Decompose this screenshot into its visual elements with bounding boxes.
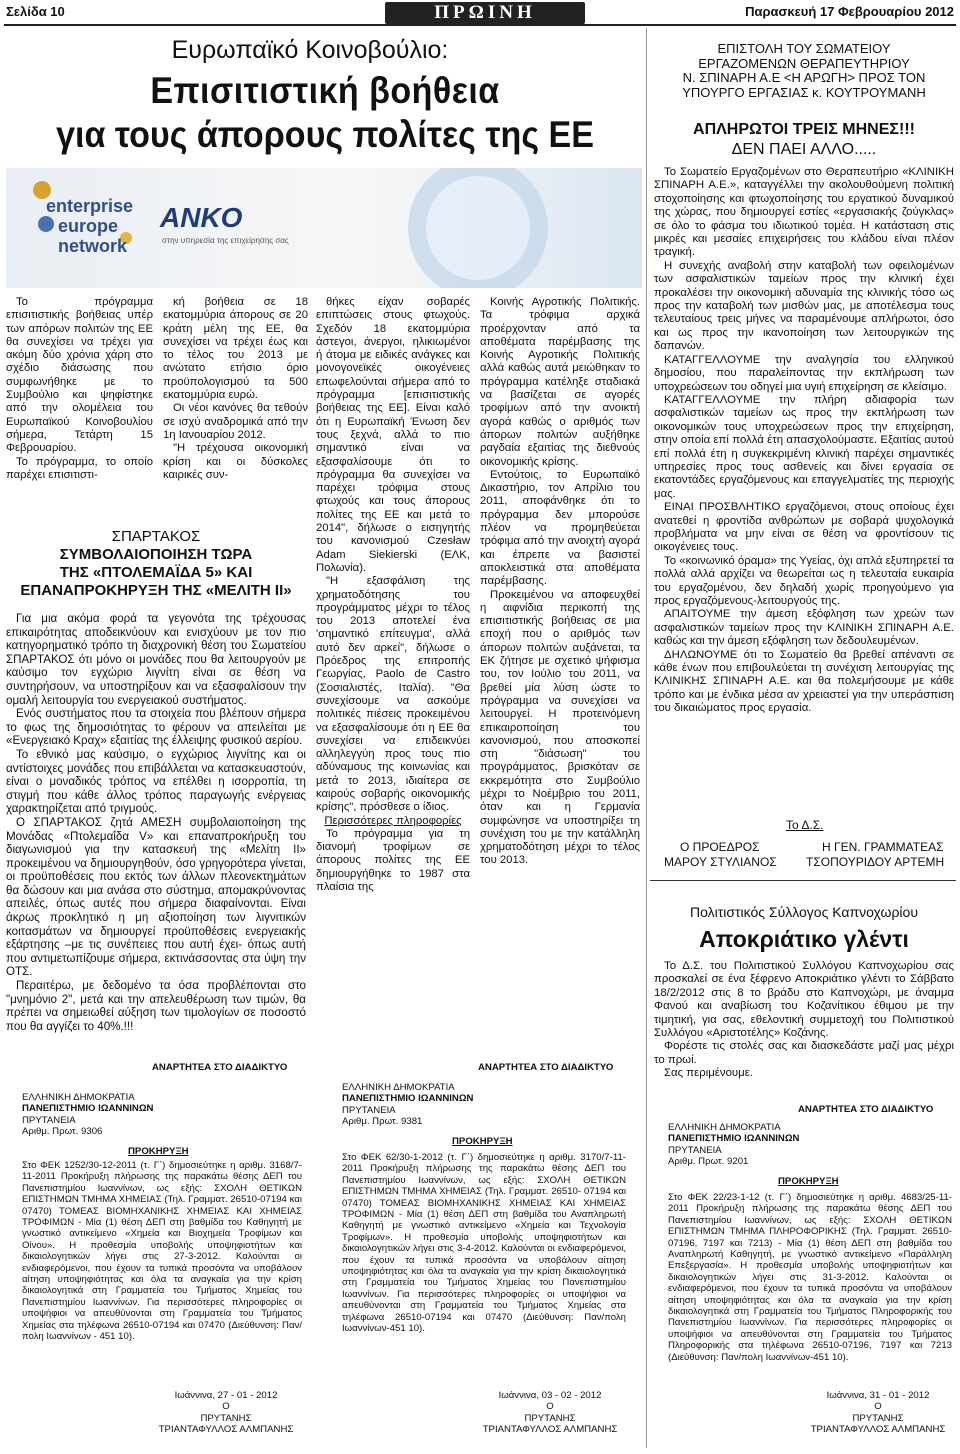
paragraph: ΕΙΝΑΙ ΠΡΟΣΒΛΗΤΙΚΟ εργαζόμενοι, στους οποίους έχει ανατεθεί η φροντίδα ανθρώπων με σοβαρά ψυχολογικά προβλήματα να μην είναι σε θέση να φροντίσουν τις οικογένειες τους. (654, 501, 954, 554)
carnival-body (654, 960, 954, 1081)
paragraph: Το Δ.Σ. του Πολιτιστικού Συλλόγου Καπνοχωρίου σας προσκαλεί σε ένα ξέφρενο Αποκριάτικο γλέντι το Σάββατο 18/2/2012 στις 8 το βράδυ στο Καπνοχώρι, με άναμμα Φανού και αναβίωση του Κοζανίτικου έθιμου με την τιμητική, για σας, εθελοντική συμμετοχή του Πολιτιστικού Συλλόγου «Αριστοτέλης» Κοζάνης. (654, 960, 954, 1040)
paragraph: Η συνεχής αναβολή στην καταβολή των οφειλομένων των ασφαλιστικών ταμείων προς την κλινική έχει προκαλέσει την οικονομική αδυναμία της κλινικής τόσο ως προς την καταβολή των μισθών μας, με αποτέλεσμα τους τελευταίους τρεις μήνες να παραμένουμε απλήρωτοι, όσο και ως προς την ικανοποίηση των λειτουργικών της δαπανών. (654, 259, 954, 353)
paragraph: Εντούτοις, το Ευρωπαϊκό Δικαστήριο, τον Απρίλιο του 2011, αποφάνθηκε ότι το πρόγραμμα δεν μπορούσε πλέον να προμηθεύεται τρόφιμα από την ανοιχτή αγορά και έπρεπε να βασιστεί αποκλειστικά στα αποθέματα παρέμβασης. (480, 468, 640, 588)
paragraph: Ο ΣΠΑΡΤΑΚΟΣ ζητά ΑΜΕΣΗ συμβολαιοποίηση της Μονάδας «Πτολεμαΐδα V» και επαναπροκήρυξη του διαγωνισμού για την κατασκευή της «Μελίτη ΙΙ» προκειμένου να δημιουργηθούν, όσο γρηγορότερα γίνεται, οι προϋποθέσεις που εκτός των άλλων πλεονεκτημάτων θα δώσουν και μια ανάσα στο σύστημα, απομακρύνοντας απειλές, όπως αυτές που σήμερα διαφαίνονται. Είναι άκρως προκλητικό η μη αξιοποίηση των λιγνιτικών κοιτασμάτων να δημιουργεί προϋποθέσεις ενεργειακής εξάρτησης –με τις συνέπειες που αυτή έχει- όπως αυτή που αντιμετωπίζουμε σήμερα, εκτινάσσοντας στα ύψη την ΟΤΣ. (6, 815, 306, 979)
paragraph: Περαιτέρω, με δεδομένο τα όσα προβλέπονται στο "μνημόνιο 2", μετά και την απελευθέρωση των τιμών, θα πρέπει να σημειωθεί αύξηση των τιμολογίων σε ποσοστό που θα αγγίζει το 40%.!!! (6, 979, 306, 1033)
masthead-logo: ΠΡΩΙΝΗ (385, 2, 585, 24)
notice3-header (668, 1122, 818, 1168)
university-name: ΠΑΝΕΠΙΣΤΗΜΙΟ ΙΩΑΝΝΙΝΩΝ (342, 1093, 474, 1105)
notice2-body (342, 1152, 626, 1335)
signature-name: ΤΡΙΑΝΤΑΦΥΛΛΟΣ ΑΛΜΠΑΝΗΣ (482, 1424, 618, 1436)
article-title-line1: Επισιτιστική βοήθεια (150, 70, 500, 111)
paragraph: Το πρόγραμμα για τη διανομή τροφίμων σε άπορους πολίτες της ΕΕ δημιουργήθηκε το 1987 στα πλαίσια της (316, 827, 470, 894)
notice2-tag: ΑΝΑΡΤΗΤΕΑ ΣΤΟ ΔΙΑΔΙΚΤΥΟ (478, 1062, 614, 1073)
letter-head-line: ΕΠΙΣΤΟΛΗ ΤΟΥ ΣΩΜΑΤΕΙΟΥ (717, 41, 891, 56)
signature-date: Ιωάννινα, 31 - 01 - 2012 (826, 1390, 930, 1401)
reference-number: Αριθμ. Πρωτ. 9201 (668, 1156, 749, 1168)
notice1-heading: ΠΡΟΚΗΡΥΞΗ (128, 1146, 189, 1157)
president-name: ΜΑΡΟΥ ΣΤΥΛΙΑΝΟΣ (664, 855, 777, 869)
paragraph: ΚΑΤΑΓΓΕΛΛΟΥΜΕ την πλήρη αδιαφορία των ασφαλιστικών ταμείων ως προς την εκπλήρωση των οικονομικών τους υποχρεώσεων προς την επιχείρηση, στην οποία επί πολλά έτη απασχολούμαστε. Εξαιτίας αυτού επί πολλά έτη η συγκεκριμένη κλινική παρέχει σημαντικές υπηρεσίες προς τους ασθενείς και δίνει εργασία σε εκατοντάδες εργαζόμενους και επαγγελματίες της περιοχής μας. (654, 393, 954, 500)
paragraph: ΔΗΛΩΝΟΥΜΕ ότι το Σωματείο θα βρεθεί απέναντι σε κάθε ένων που επιβουλεύεται τη συνέχιση λειτουργίας της ΚΛΙΝΙΚΗΣ ΣΠΙΝΑΡΗ Α.Ε. και θα πολεμήσουμε με κάθε τρόπο και με ένδικα μέσα αν χρειαστεί για την υπεράσπιση του δικαιώματος προς εργασία. (654, 648, 954, 715)
paragraph: Το Σωματείο Εργαζομένων στο Θεραπευτήριο «ΚΛΙΝΙΚΗ ΣΠΙΝΑΡΗ Α.Ε.», καταγγέλλει την ακολουθούμενη πολιτική στοχοποίησης και φτωχοποίησης του εργατικού δυναμικού της χώρας, που δημιουργεί εστίες «εργασιακής ζούγκλας» σε όλο το φάσμα του ιδιωτικού τομέα. Η κατάσταση στις μικρές και μεσαίες επιχειρήσεις του κλάδου είναι πλέον τραγική. (654, 166, 954, 259)
notice3-tag: ΑΝΑΡΤΗΤΕΑ ΣΤΟ ΔΙΑΔΙΚΤΥΟ (798, 1104, 934, 1115)
notice1-body (22, 1160, 302, 1343)
reference-number: Αριθμ. Πρωτ. 9381 (342, 1116, 423, 1128)
paragraph: Προκειμένου να αποφευχθεί η αιφνίδια περικοπή της επισιτιστικής βοήθειας σε μια εποχή που ο αριθμός των άπορων πολιτών αυξάνεται, τα ΕΚ ζήτησε με σχετικό ψήφισμα του, τον Ιούλιο του 2011, να βρεθεί μία λύση ώστε το πρόγραμμα να συνεχίσει να λειτουργεί. Η προτεινόμενη επικαιροποίηση του κανονισμού, που αποσκοπεί στη "διάσωση" του προγράμματος, βρισκόταν σε εκκρεμότητα στο Συμβούλιο μέχρι το Νοέμβριο του 2011, όταν και η Γερμανία συμφώνησε να υποστηρίξει τη συνέχιση του με την κατάλληλη χρηματοδότηση μέχρι το τέλος του 2013. (480, 588, 640, 867)
paragraph: Το εθνικό μας καύσιμο, ο εγχώριος λιγνίτης και οι αντίστοιχες μονάδες που επιβάλλεται να κατασκευαστούν, είναι ο μοναδικός τρόπος να επέλθει η ισορροπία, τη στιγμή που κάθε άλλος τρόπος παραγωγής ενέργειας χαρακτηρίζεται από τριγμούς. (6, 747, 306, 816)
letter-title-line: ΑΠΛΗΡΩΤΟΙ ΤΡΕΙΣ ΜΗΝΕΣ!!! (693, 121, 915, 138)
paragraph: Για μια ακόμα φορά τα γεγονότα της τρέχουσας επικαιρότητας αποδεικνύουν και ενισχύουν με τον πιο κατηγορηματικό τρόπο τη διαχρονική θέση του Σωματείου ΣΠΑΡΤΑΚΟΣ ότι μόνο οι μονάδες που θα λειτουργούν με καύσιμο τον εγχώριο λιγνίτη είναι σε θέση να συντηρήσουν, να υποστηρίξουν και να εξασφαλίσουν την ομαλή λειτουργία του ενεργειακού συστήματος. (6, 612, 306, 707)
header-rule (4, 24, 956, 26)
signature-title: ΠΡΥΤΑΝΗΣ (852, 1412, 904, 1424)
paragraph: Το πρόγραμμα επισιτιστικής βοήθειας υπέρ των απόρων πολιτών της ΕΕ θα συνεχίσει να τρέχει για ακόμη δύο χρόνια χάρη στο σχέδιο διάσωσης που συμφωνήθηκε με το Συμβούλιο και ψηφίστηκε από την ολομέλεια του Ευρωπαϊκού Κοινοβουλίου σήμερα, Τετάρτη 15 Φεβρουαρίου. (6, 296, 153, 455)
letter-header (654, 42, 954, 100)
notice-text: Στο ΦΕΚ 1252/30-12-2011 (τ. Γ΄) δημοσιεύτηκε η αριθμ. 3168/7-11-2011 Προκήρυξη πλήρωσης της παρακάτω θέσης ΔΕΠ του Πανεπιστημίου Ιωαννίνων, ως εξής: ΣΧΟΛΗ ΘΕΤΙΚΩΝ ΕΠΙΣΤΗΜΩΝ ΤΜΗΜΑ ΧΗΜΕΙΑΣ (Τηλ. Γραμματ. 26510-07194 και 07470) ΤΟΜΕΑΣ ΒΙΟΜΗΧΑΝΙΚΗΣ ΧΗΜΕΙΑΣ ΚΑΙ ΧΗΜΕΙΑΣ ΤΡΟΦΙΜΩΝ - Μία (1) θέση ΔΕΠ στη βαθμίδα του Καθηγητή με γνωστικό αντικείμενο «Χημεία και Βιοχημεία Τροφίμων και Οίνου». Η προθεσμία υποβολής υποψηφιοτήτων και δικαιολογητικών λήγει στις 27-3-2012. Καλούνται οι ενδιαφερόμενοι, που έχουν τα τυπικά προσόντα να υποβάλουν αίτηση υποψηφιότητας και όλα τα αναγκαία για την κρίση δικαιολογητικά στη Γραμματεία του Τμήματος Χημείας του Πανεπιστημίου Ιωαννίνων. Για περισσότερες πληροφορίες οι υποψήφιοι να απευθύνονται στη Γραμματεία του Τμήματος Χημείας στα τηλέφωνα 26510-07194 και 07470 (Διεύθυνση: Παν/πολη Ιωαννίνων - 451 10). (22, 1160, 302, 1343)
letter-head-line: ΥΠΟΥΡΓΟ ΕΡΓΑΣΙΑΣ κ. ΚΟΥΤΡΟΥΜΑΝΗ (682, 84, 926, 100)
notice2-header (342, 1082, 492, 1128)
paragraph: "Η τρέχουσα οικονομική κρίση και οι δύσκολες καιρικές συν- (163, 442, 308, 481)
subhead: Περισσότερες πληροφορίες (324, 814, 462, 827)
spartakos-body (6, 612, 306, 1033)
letter-title (654, 120, 954, 160)
anko-logo: ANKO (160, 202, 243, 233)
president-title: Ο ΠΡΟΕΔΡΟΣ (680, 840, 760, 854)
university-name: ΠΑΝΕΠΙΣΤΗΜΙΟ ΙΩΑΝΝΙΝΩΝ (668, 1133, 800, 1145)
signature-date: Ιωάννινα, 03 - 02 - 2012 (498, 1390, 602, 1401)
spartakos-title-3: ΕΠΑΝΑΠΡΟΚΗΡΥΞΗ ΤΗΣ «ΜΕΛΙΤΗ ΙΙ» (20, 582, 292, 599)
signature-title: ΠΡΥΤΑΝΗΣ (524, 1412, 576, 1424)
article-column-4 (480, 296, 640, 868)
org-dept: ΠΡΥΤΑΝΕΙΑ (668, 1144, 722, 1156)
anko-caption: στην υπηρεσία της επιχείρησης σας (162, 236, 289, 245)
org-name: ΕΛΛΗΝΙΚΗ ΔΗΜΟΚΡΑΤΙΑ (342, 1082, 455, 1093)
paragraph: θήκες είχαν σοβαρές επιπτώσεις στους φτωχούς. Σχεδόν 18 εκατομμύρια άστεγοι, άνεργοι, ηλικιωμένοι ή άτομα με ειδικές ανάγκες και μονογονεϊκές οικογένειες επωφελούνται σήμερα από το πρόγραμμα [επισιτιστικής βοήθειας της ΕΕ]. Είναι καλό ότι η Ευρωπαϊκή Ένωση δεν τους ξεχνά, αλλά το πιο σημαντικό είναι να εξασφαλίσουμε ότι το πρόγραμμα θα συνεχίσει να παρέχει τρόφιμα στους φτωχούς και τους άπορους πολίτες της ΕΕ και μετά το 2014", δήλωσε ο εισηγητής του κανονισμού Czesław Adam Siekierski (ΕΛΚ, Πολωνία). (316, 296, 470, 574)
article-title-line2: για τους άπορους πολίτες της ΕΕ (56, 114, 594, 155)
spartakos-title-2: ΤΗΣ «ΠΤΟΛΕΜΑΪΔΑ 5» ΚΑΙ (59, 564, 253, 581)
reference-number: Αριθμ. Πρωτ. 9306 (22, 1126, 103, 1138)
paragraph: ΚΑΤΑΓΓΕΛΛΟΥΜΕ την αναλγησία του ελληνικού δημοσίου, που παραλείποντας την εκπλήρωση των υποχρεώσεων του οδηγεί μια υγιή επιχείρηση σε κλείσιμο. (654, 353, 954, 393)
article-column-2 (163, 296, 308, 482)
letter-head-line: Ν. ΣΠΙΝΑΡΗ Α.Ε <Η ΑΡΩΓΗ> ΠΡΟΣ ΤΟΝ (682, 70, 926, 85)
logo-text-enterprise: enterprise (46, 196, 134, 216)
notice-text: Στο ΦΕΚ 22/23-1-12 (τ. Γ΄) δημοσιεύτηκε η αριθμ. 4683/25-11-2011 Προκήρυξη πλήρωσης της παρακάτω θέσης ΔΕΠ του Πανεπιστημίου Ιωαννίνων, ως εξής: ΣΧΟΛΗ ΘΕΤΙΚΩΝ ΕΠΙΣΤΗΜΩΝ ΤΜΗΜΑ ΠΛΗΡΟΦΟΡΙΚΗΣ (Τηλ. Γραμματ. 26510-07196, 7197 και 7213) - Μία (1) θέση ΔΕΠ στη βαθμίδα του Αναπληρωτή Καθηγητή, με γνωστικό αντικείμενο «Παράλληλη Επεξεργασία». Η προθεσμία υποβολής υποψηφιοτήτων και δικαιολογητικών λήγει στις 31-3-2012. Καλούνται οι ενδιαφερόμενοι, που έχουν τα τυπικά προσόντα να υποβάλουν αίτηση υποψηφιότητας και όλα τα αναγκαία για την κρίση δικαιολογητικά στη Γραμματεία του Τμήματος Πληροφορικής του Πανεπιστημίου Ιωαννίνων. Για περισσότερες πληροφορίες οι υποψήφιοι να απευθύνονται στη Γραμματεία του Τμήματος Πληροφορικής στα τηλέφωνα 26510-07196, 7197 και 7213 (Διεύθυνση: Παν/πολη Ιωαννίνων-451 10). (668, 1192, 952, 1363)
carnival-title: Αποκριάτικο γλέντι (699, 926, 909, 952)
enterprise-europe-network-image (6, 168, 642, 288)
org-name: ΕΛΛΗΝΙΚΗ ΔΗΜΟΚΡΑΤΙΑ (668, 1122, 781, 1133)
paragraph: κή βοήθεια σε 18 εκατομμύρια άπορους σε 20 κράτη μέλη της ΕΕ, θα συνεχίσει να τρέχει έως και το τέλος του 2013 με ανώτατο ετήσιο όριο προϋπολογισμού τα 500 εκατομμύρια ευρώ. (163, 296, 308, 402)
paragraph: Κοινής Αγροτικής Πολιτικής. Τα τρόφιμα αρχικά προέρχονταν από τα αποθέματα παρέμβασης της Κοινής Αγροτικής Πολιτικής αλλά καθώς αυτά μειώθηκαν το πρόγραμμα κατέληξε σταδιακά να βασίζεται σε αγορές τροφίμων από την ανοικτή αγορά καθώς ο αριθμός των άπορων πολιτών αυξήθηκε ραγδαία εξαιτίας της διεθνούς οικονομικής κρίσης. (480, 296, 640, 468)
paragraph: Σας περιμένουμε. (664, 1067, 753, 1080)
notice3-body (668, 1192, 952, 1363)
signature-name: ΤΡΙΑΝΤΑΦΥΛΛΟΣ ΑΛΜΠΑΝΗΣ (158, 1424, 294, 1436)
org-name: ΕΛΛΗΝΙΚΗ ΔΗΜΟΚΡΑΤΙΑ (22, 1092, 135, 1103)
notice1-signature (150, 1390, 302, 1436)
notice1-header (22, 1092, 172, 1138)
letter-head-line: ΕΡΓΑΖΟΜΕΝΩΝ ΘΕΡΑΠΕΥΤΗΡΙΟΥ (698, 55, 910, 71)
notice2-heading: ΠΡΟΚΗΡΥΞΗ (452, 1136, 513, 1147)
spartakos-title-1: ΣΥΜΒΟΛΑΙΟΠΟΙΗΣΗ ΤΩΡΑ (59, 546, 253, 563)
issue-date: Παρασκευή 17 Φεβρουαρίου 2012 (745, 4, 954, 19)
article-kicker: Ευρωπαϊκό Κοινοβούλιο: (171, 36, 449, 64)
article-column-3 (316, 296, 470, 894)
notice3-heading: ΠΡΟΚΗΡΥΞΗ (778, 1176, 839, 1187)
notice1-tag: ΑΝΑΡΤΗΤΕΑ ΣΤΟ ΔΙΑΔΙΚΤΥΟ (152, 1062, 288, 1073)
org-dept: ΠΡΥΤΑΝΕΙΑ (342, 1104, 396, 1116)
paragraph: Φορέστε τις στολές σας και διασκεδάστε μαζί μας μέχρι το πρωί. (654, 1040, 954, 1066)
page-number: Σελίδα 10 (6, 4, 65, 19)
spartakos-kicker: ΣΠΑΡΤΑΚΟΣ (111, 528, 201, 545)
paragraph: Το «κοινωνικό όραμα» της Υγείας, όχι απλά εξυπηρετεί τα πολλά αλλά αρχίζει να θεωρείται ως η τελευταία ευκαιρία του εργαζομένου, δεν δηλαδή χωρίς προηγούμενο για προς εργαζόμενους-λειτουργούς της. (654, 554, 954, 607)
article-column-1 (6, 296, 153, 482)
notice2-signature (472, 1390, 628, 1436)
letter-board-sign: Το Δ.Σ. (786, 818, 824, 832)
secretary-title: Η ΓΕΝ. ΓΡΑΜΜΑΤΕΑΣ (822, 840, 944, 854)
paragraph: "Η εξασφάλιση της χρηματοδότησης του προγράμματος μέχρι το τέλος του 2013 αποτελεί ένα 'σημαντικό επίτευγμα', αλλά αυτό δεν αρκεί", δήλωσε ο Πρόεδρος της επιτροπής Γεωργίας, Paolo de Castro (Σοσιαλιστές, Ιταλία). "Θα συνεχίσουμε να ασκούμε πολιτικές πιέσεις προκειμένου να εξασφαλίσουμε ότι η ΕΕ θα συνεχίσει να επιδεικνύει αλληλεγγύη προς τους πιο αδύναμους της κοινωνίας και μετά το 2013, ιδιαίτερα σε καιρούς σοβαρής οικονομικής κρίσης", πρόσθεσε ο ίδιος. (316, 575, 470, 814)
paragraph: Το πρόγραμμα, το οποίο παρέχει επισιτιστι- (6, 455, 153, 481)
secretary-name: ΤΣΟΠΟΥΡΙΔΟΥ ΑΡΤΕΜΗ (806, 855, 945, 869)
paragraph: Οι νέοι κανόνες θα τεθούν σε ισχύ αναδρομικά από την 1η Ιανουαρίου 2012. (163, 402, 308, 441)
column-divider (646, 28, 647, 1448)
university-name: ΠΑΝΕΠΙΣΤΗΜΙΟ ΙΩΑΝΝΙΝΩΝ (22, 1103, 154, 1115)
letter-title-line: ΔΕΝ ΠΑΕΙ ΑΛΛΟ..... (731, 141, 877, 158)
paragraph: Ενός συστήματος που τα στοιχεία που βλέπουν σήμερα το φως της δημοσιότητας το φέρουν να απειλείται με «Ενεργειακό Κραχ» εξαιτίας της έλλειψης φυσικού αερίου. (6, 707, 306, 748)
signature-line: Ο (546, 1401, 554, 1413)
section-divider (650, 880, 956, 881)
signature-title: ΠΡΥΤΑΝΗΣ (200, 1412, 252, 1424)
notice-text: Στο ΦΕΚ 62/30-1-2012 (τ. Γ΄) δημοσιεύτηκε η αριθμ. 3170/7-11-2011 Προκήρυξη πλήρωσης της παρακάτω θέσης ΔΕΠ του Πανεπιστημίου Ιωαννίνων, ως εξής: ΣΧΟΛΗ ΘΕΤΙΚΩΝ ΕΠΙΣΤΗΜΩΝ ΤΜΗΜΑ ΧΗΜΕΙΑΣ (Τηλ. Γραμματ. 26510- 07194 και 07470) ΤΟΜΕΑΣ ΒΙΟΜΗΧΑΝΙΚΗΣ ΧΗΜΕΙΑΣ ΚΑΙ ΧΗΜΕΙΑΣ ΤΡΟΦΙΜΩΝ - Μία (1) θέση ΔΕΠ στη βαθμίδα του Αναπληρωτή Καθηγητή με γνωστικό αντικείμενο «Χημεία και Τεχνολογία Τροφίμων». Η προθεσμία υποβολής υποψηφιοτήτων και δικαιολογητικών λήγει στις 3-4-2012. Καλούνται οι ενδιαφερόμενοι, που έχουν τα τυπικά προσόντα να υποβάλουν αίτηση υποψηφιότητας και όλα τα αναγκαία για την κρίση δικαιολογητικά στη Γραμματεία του Τμήματος Χημείας του Πανεπιστημίου Ιωαννίνων. Για περισσότερες πληροφορίες οι υποψήφιοι να απευθύνονται στη Γραμματεία του Τμήματος Χημείας στα τηλέφωνα 26510-07194 και 07470 (Διεύθυνση: Παν/πολη Ιωαννίνων-451 10). (342, 1152, 626, 1335)
paragraph: ΑΠΑΙΤΟΥΜΕ την άμεση εξόφληση των χρεών των ασφαλιστικών ταμείων προς την ΚΛΙΝΙΚΗ ΣΠΙΝΑΡΗ Α.Ε. καθώς και την άμεση εξόφληση των δεδουλευμένων. (654, 608, 954, 648)
signature-line: Ο (874, 1401, 882, 1413)
signature-line: Ο (222, 1401, 230, 1413)
notice3-signature (800, 1390, 956, 1436)
signature-date: Ιωάννινα, 27 - 01 - 2012 (174, 1390, 278, 1401)
logo-text-network: network (58, 236, 128, 256)
org-dept: ΠΡΥΤΑΝΕΙΑ (22, 1114, 76, 1126)
carnival-organizer: Πολιτιστικός Σύλλογος Καπνοχωρίου (690, 904, 918, 920)
letter-body (654, 166, 954, 716)
logo-text-europe: europe (58, 216, 119, 236)
signature-name: ΤΡΙΑΝΤΑΦΥΛΛΟΣ ΑΛΜΠΑΝΗΣ (810, 1424, 946, 1436)
